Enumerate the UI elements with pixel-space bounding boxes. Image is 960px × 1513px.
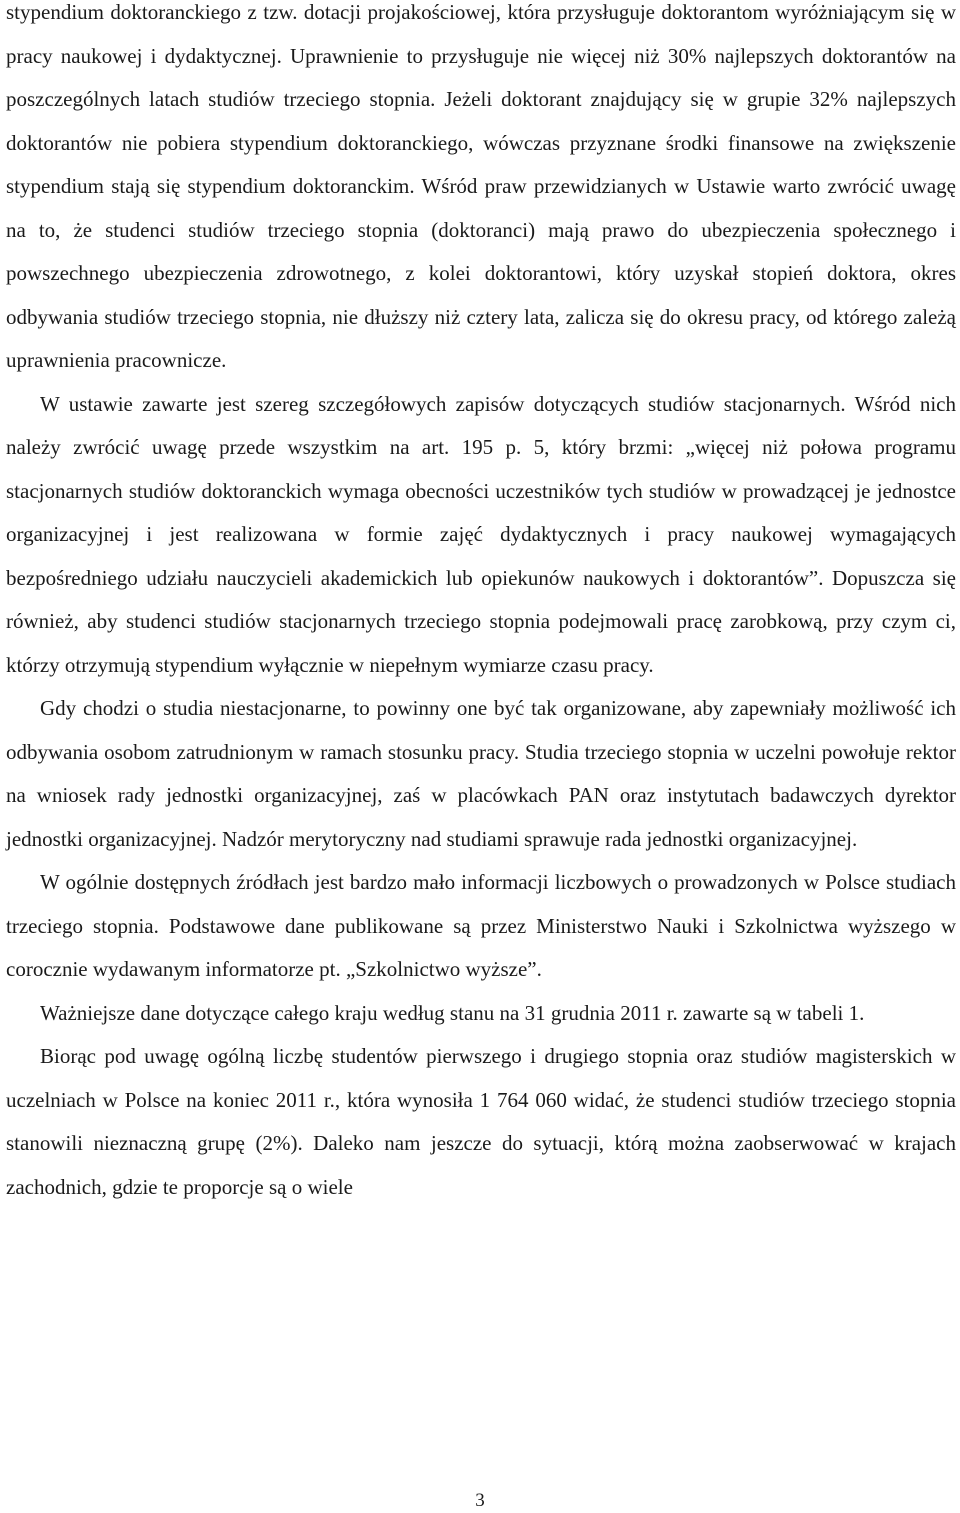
paragraph-data-sources: W ogólnie dostępnych źródłach jest bardzo mało informacji liczbowych o prowadzonych w Polsce studiach trzeciego stopnia. Podstawowe dane publikowane są przez Ministerstwo Nauki i Szkolnictwa wyższego w corocznie wydawanym informatorze pt. „Szkolnictwo wyższe”.	[6, 870, 956, 981]
paragraph-table-reference: Ważniejsze dane dotyczące całego kraju według stanu na 31 grudnia 2011 r. zawarte są w tabeli 1.	[40, 1000, 865, 1025]
paragraph-stationary-studies: W ustawie zawarte jest szereg szczegółowych zapisów dotyczących studiów stacjonarnych. Wśród nich należy zwrócić uwagę przede wszystkim na art. 195 p. 5, który brzmi: „więcej niż połowa programu stacjonarnych studiów doktoranckich wymaga obecności uczestników tych studiów w prowadzącej je jednostce organizacyjnej i jest realizowana w formie zajęć dydaktycznych i pracy naukowej wymagających bezpośredniego udziału nauczycieli akademickich lub opiekunów naukowych i doktorantów”. Dopuszcza się również, aby studenci studiów stacjonarnych trzeciego stopnia podejmowali pracę zarobkową, przy czym ci, którzy otrzymują stypendium wyłącznie w niepełnym wymiarze czasu pracy.	[6, 391, 956, 677]
paragraph-doctoral-stipend-rights: stypendium doktoranckiego z tzw. dotacji projakościowej, która przysługuje doktorantom wyróżniającym się w pracy naukowej i dydaktycznej. Uprawnienie to przysługuje nie więcej niż 30% najlepszych doktorantów na poszczególnych latach studiów trzeciego stopnia. Jeżeli doktorant znajdujący się w grupie 32% najlepszych doktorantów nie pobiera stypendium doktoranckiego, wówczas przyznane środki finansowe na zwiększenie stypendium stają się stypendium doktoranckim. Wśród praw przewidzianych w Ustawie warto zwrócić uwagę na to, że studenci studiów trzeciego stopnia (doktoranci) mają prawo do ubezpieczenia społecznego i powszechnego ubezpieczenia zdrowotnego, z kolei doktorantowi, który uzyskał stopień doktora, okres odbywania studiów trzeciego stopnia, nie dłuższy niż cztery lata, zalicza się do okresu pracy, od którego zależą uprawnienia pracownicze.	[6, 0, 956, 372]
paragraph-non-stationary-studies: Gdy chodzi o studia niestacjonarne, to powinny one być tak organizowane, aby zapewniały możliwość ich odbywania osobom zatrudnionym w ramach stosunku pracy. Studia trzeciego stopnia w uczelni powołuje rektor na wniosek rady jednostki organizacyjnej, zaś w placówkach PAN oraz instytutach badawczych dyrektor jednostki organizacyjnej. Nadzór merytoryczny nad studiami sprawuje rada jednostki organizacyjnej.	[6, 696, 956, 851]
page-number: 3	[475, 1490, 485, 1511]
document-page	[6, 0, 956, 1209]
paragraph-student-proportions: Biorąc pod uwagę ogólną liczbę studentów pierwszego i drugiego stopnia oraz studiów magisterskich w uczelniach w Polsce na koniec 2011 r., która wynosiła 1 764 060 widać, że studenci studiów trzeciego stopnia stanowili nieznaczną grupę (2%). Daleko nam jeszcze do sytuacji, którą można zaobserwować w krajach zachodnich, gdzie te proporcje są o wiele	[6, 1044, 956, 1199]
